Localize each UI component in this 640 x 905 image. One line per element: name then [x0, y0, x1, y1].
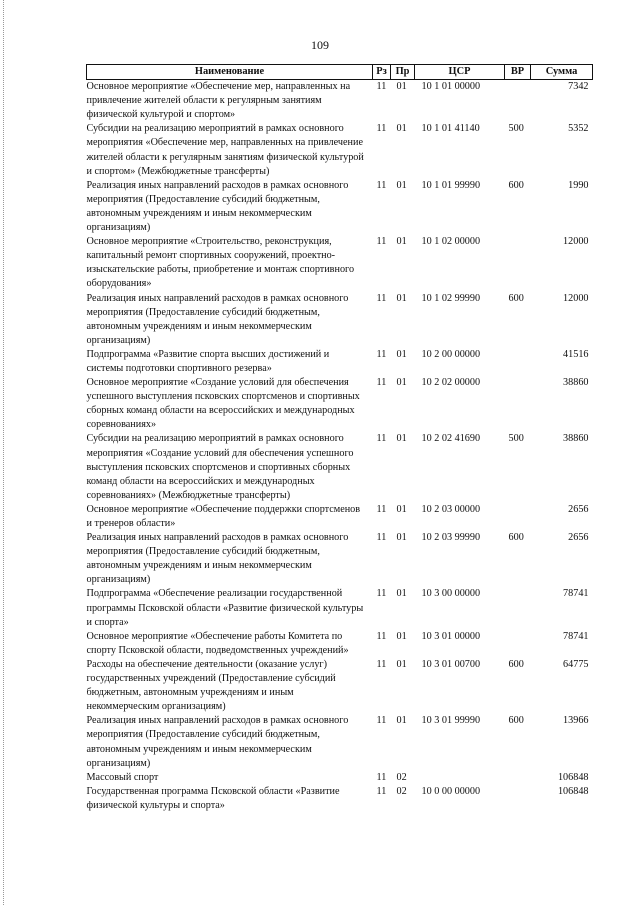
cell-name: Реализация иных направлений расходов в рамках основного мероприятия (Предоставление субсидий бюджетным, автономным учреждениям и иным некоммерческим организациям): [86, 532, 349, 586]
cell-vr: 600: [508, 179, 524, 191]
table-row: [87, 503, 593, 531]
cell-rz: 11: [376, 123, 387, 135]
budget-table: [86, 64, 593, 813]
table-row: [87, 122, 593, 178]
cell-rz: 11: [376, 236, 387, 248]
cell-rz: 11: [376, 715, 387, 727]
cell-sum: 2656: [568, 503, 589, 515]
cell-sum: 12000: [563, 292, 589, 304]
cell-rz: 11: [376, 588, 387, 600]
cell-csr: 10 1 01 00000: [421, 81, 481, 93]
cell-csr: 10 2 02 00000: [421, 377, 481, 389]
cell-name: Основное мероприятие «Обеспечение поддержки спортсменов и тренеров области»: [86, 503, 361, 529]
cell-csr: 10 3 01 00000: [421, 630, 481, 642]
cell-csr: 10 2 03 99990: [421, 532, 481, 544]
cell-csr: 10 2 02 41690: [421, 433, 481, 445]
cell-rz: 11: [376, 630, 387, 642]
table-row: [87, 630, 593, 658]
cell-name: Основное мероприятие «Обеспечение мер, направленных на привлечение жителей области к регулярным занятиям физической культурой и спортом»: [86, 81, 351, 121]
table-row: [87, 587, 593, 629]
table-row: [87, 432, 593, 502]
cell-name: Реализация иных направлений расходов в рамках основного мероприятия (Предоставление субсидий бюджетным, автономным учреждениям и иным некоммерческим организациям): [86, 292, 349, 346]
page-number: 109: [311, 38, 329, 52]
cell-vr: [505, 376, 531, 432]
table-row: [87, 235, 593, 291]
cell-vr: [505, 771, 531, 785]
table-row: [87, 531, 593, 587]
cell-rz: 11: [376, 348, 387, 360]
cell-rz: 11: [376, 771, 387, 783]
cell-rz: 11: [376, 179, 387, 191]
cell-csr: 10 2 00 00000: [421, 348, 481, 360]
header-row: [87, 65, 593, 80]
cell-csr: 10 1 02 00000: [421, 236, 481, 248]
cell-name: Расходы на обеспечение деятельности (оказание услуг) государственных учреждений (Предоставление субсидий бюджетным, автономным учреждениям и иным некоммерческим организациям): [86, 658, 336, 713]
cell-name: Субсидии на реализацию мероприятий в рамках основного мероприятия «Обеспечение мер, направленных на привлечение жителей области к регулярным занятиям физической культурой и спортом» (Межбюджетные трансферты): [86, 123, 364, 177]
cell-csr: 10 3 01 00700: [421, 658, 481, 670]
cell-pr: 01: [396, 588, 407, 600]
cell-sum: 13966: [563, 715, 589, 727]
cell-pr: 01: [396, 348, 407, 360]
cell-name: Субсидии на реализацию мероприятий в рамках основного мероприятия «Создание условий для обеспечения успешного выступления псковских спортсменов и спортивных сборных команд области на всероссийских и международных соревнованиях» (Межбюджетные трансферты): [86, 433, 354, 501]
table-row: [87, 658, 593, 714]
cell-sum: 106848: [557, 785, 589, 797]
cell-vr: 600: [508, 532, 524, 544]
table-row: [87, 376, 593, 432]
cell-sum: 64775: [563, 658, 589, 670]
cell-sum: 38860: [563, 377, 589, 389]
cell-sum: 5352: [568, 123, 589, 135]
cell-vr: 500: [508, 123, 524, 135]
cell-rz: 11: [376, 785, 387, 797]
cell-pr: 02: [396, 771, 407, 783]
cell-sum: 38860: [563, 433, 589, 445]
cell-vr: 600: [508, 715, 524, 727]
cell-pr: 01: [396, 658, 407, 670]
header-pr: Пр: [391, 65, 415, 80]
page-edge: [3, 0, 5, 905]
cell-vr: [505, 348, 531, 376]
cell-pr: 01: [396, 236, 407, 248]
cell-pr: 01: [396, 292, 407, 304]
cell-sum: 78741: [563, 630, 589, 642]
cell-csr: 10 1 01 99990: [421, 179, 481, 191]
table-row: [87, 80, 593, 123]
cell-name: Основное мероприятие «Обеспечение работы Комитета по спорту Псковской области, подведомственных учреждений»: [86, 630, 349, 656]
cell-csr: 10 1 02 99990: [421, 292, 481, 304]
header-csr: ЦСР: [415, 65, 505, 80]
cell-csr: 10 3 00 00000: [421, 588, 481, 600]
cell-pr: 01: [396, 630, 407, 642]
cell-vr: [505, 80, 531, 123]
cell-vr: 600: [508, 292, 524, 304]
cell-sum: 2656: [568, 532, 589, 544]
cell-rz: 11: [376, 658, 387, 670]
cell-pr: 01: [396, 532, 407, 544]
cell-name: Реализация иных направлений расходов в рамках основного мероприятия (Предоставление субсидий бюджетным, автономным учреждениям и иным некоммерческим организациям): [86, 715, 349, 769]
cell-name: Реализация иных направлений расходов в рамках основного мероприятия (Предоставление субсидий бюджетным, автономным учреждениям и иным некоммерческим организациям): [86, 179, 349, 234]
cell-vr: [505, 503, 531, 531]
header-sum: Сумма: [531, 65, 593, 80]
cell-pr: 01: [396, 377, 407, 389]
cell-rz: 11: [376, 503, 387, 515]
cell-csr: 10 0 00 00000: [421, 785, 481, 797]
cell-rz: 11: [376, 292, 387, 304]
table-body: [87, 80, 593, 813]
header-rz: Рз: [373, 65, 391, 80]
table-header: [87, 65, 593, 80]
cell-name: Подпрограмма «Обеспечение реализации государственной программы Псковской области «Развитие физической культуры и спорта»: [86, 588, 364, 628]
cell-csr: [415, 771, 505, 785]
table-row: [87, 714, 593, 770]
cell-pr: 01: [396, 123, 407, 135]
cell-pr: 01: [396, 81, 407, 93]
header-vr: ВР: [505, 65, 531, 80]
cell-vr: [505, 587, 531, 629]
cell-sum: 41516: [563, 348, 589, 360]
cell-rz: 11: [376, 433, 387, 445]
cell-csr: 10 3 01 99990: [421, 715, 481, 727]
cell-name: Основное мероприятие «Создание условий для обеспечения успешного выступления псковских спортсменов и спортивных сборных команд области на всероссийских и международных соревнованиях»: [86, 377, 360, 431]
cell-sum: 7342: [568, 81, 589, 93]
cell-sum: 106848: [557, 771, 589, 783]
cell-pr: 01: [396, 715, 407, 727]
header-name: Наименование: [87, 65, 373, 80]
cell-pr: 01: [396, 179, 407, 191]
cell-csr: 10 1 01 41140: [421, 123, 480, 135]
cell-pr: 02: [396, 785, 407, 797]
table-row: [87, 771, 593, 785]
table-row: [87, 348, 593, 376]
cell-sum: 12000: [563, 236, 589, 248]
cell-vr: 500: [508, 433, 524, 445]
table-row: [87, 179, 593, 235]
cell-rz: 11: [376, 532, 387, 544]
cell-sum: 78741: [563, 588, 589, 600]
cell-name: Основное мероприятие «Строительство, реконструкция, капитальный ремонт спортивных сооружений, проектно-изыскательские работы, приобретение и монтаж спортивного оборудования»: [86, 236, 355, 290]
cell-sum: 1990: [568, 179, 589, 191]
cell-csr: 10 2 03 00000: [421, 503, 481, 515]
cell-vr: [505, 235, 531, 291]
cell-name: Массовый спорт: [86, 771, 159, 783]
cell-vr: 600: [508, 658, 524, 670]
cell-rz: 11: [376, 81, 387, 93]
cell-vr: [505, 630, 531, 658]
cell-rz: 11: [376, 377, 387, 389]
cell-name: Подпрограмма «Развитие спорта высших достижений и системы подготовки спортивного резерва»: [86, 348, 330, 374]
table-row: [87, 785, 593, 813]
cell-vr: [505, 785, 531, 813]
table-row: [87, 292, 593, 348]
cell-pr: 01: [396, 503, 407, 515]
cell-pr: 01: [396, 433, 407, 445]
cell-name: Государственная программа Псковской области «Развитие физической культуры и спорта»: [86, 785, 340, 811]
